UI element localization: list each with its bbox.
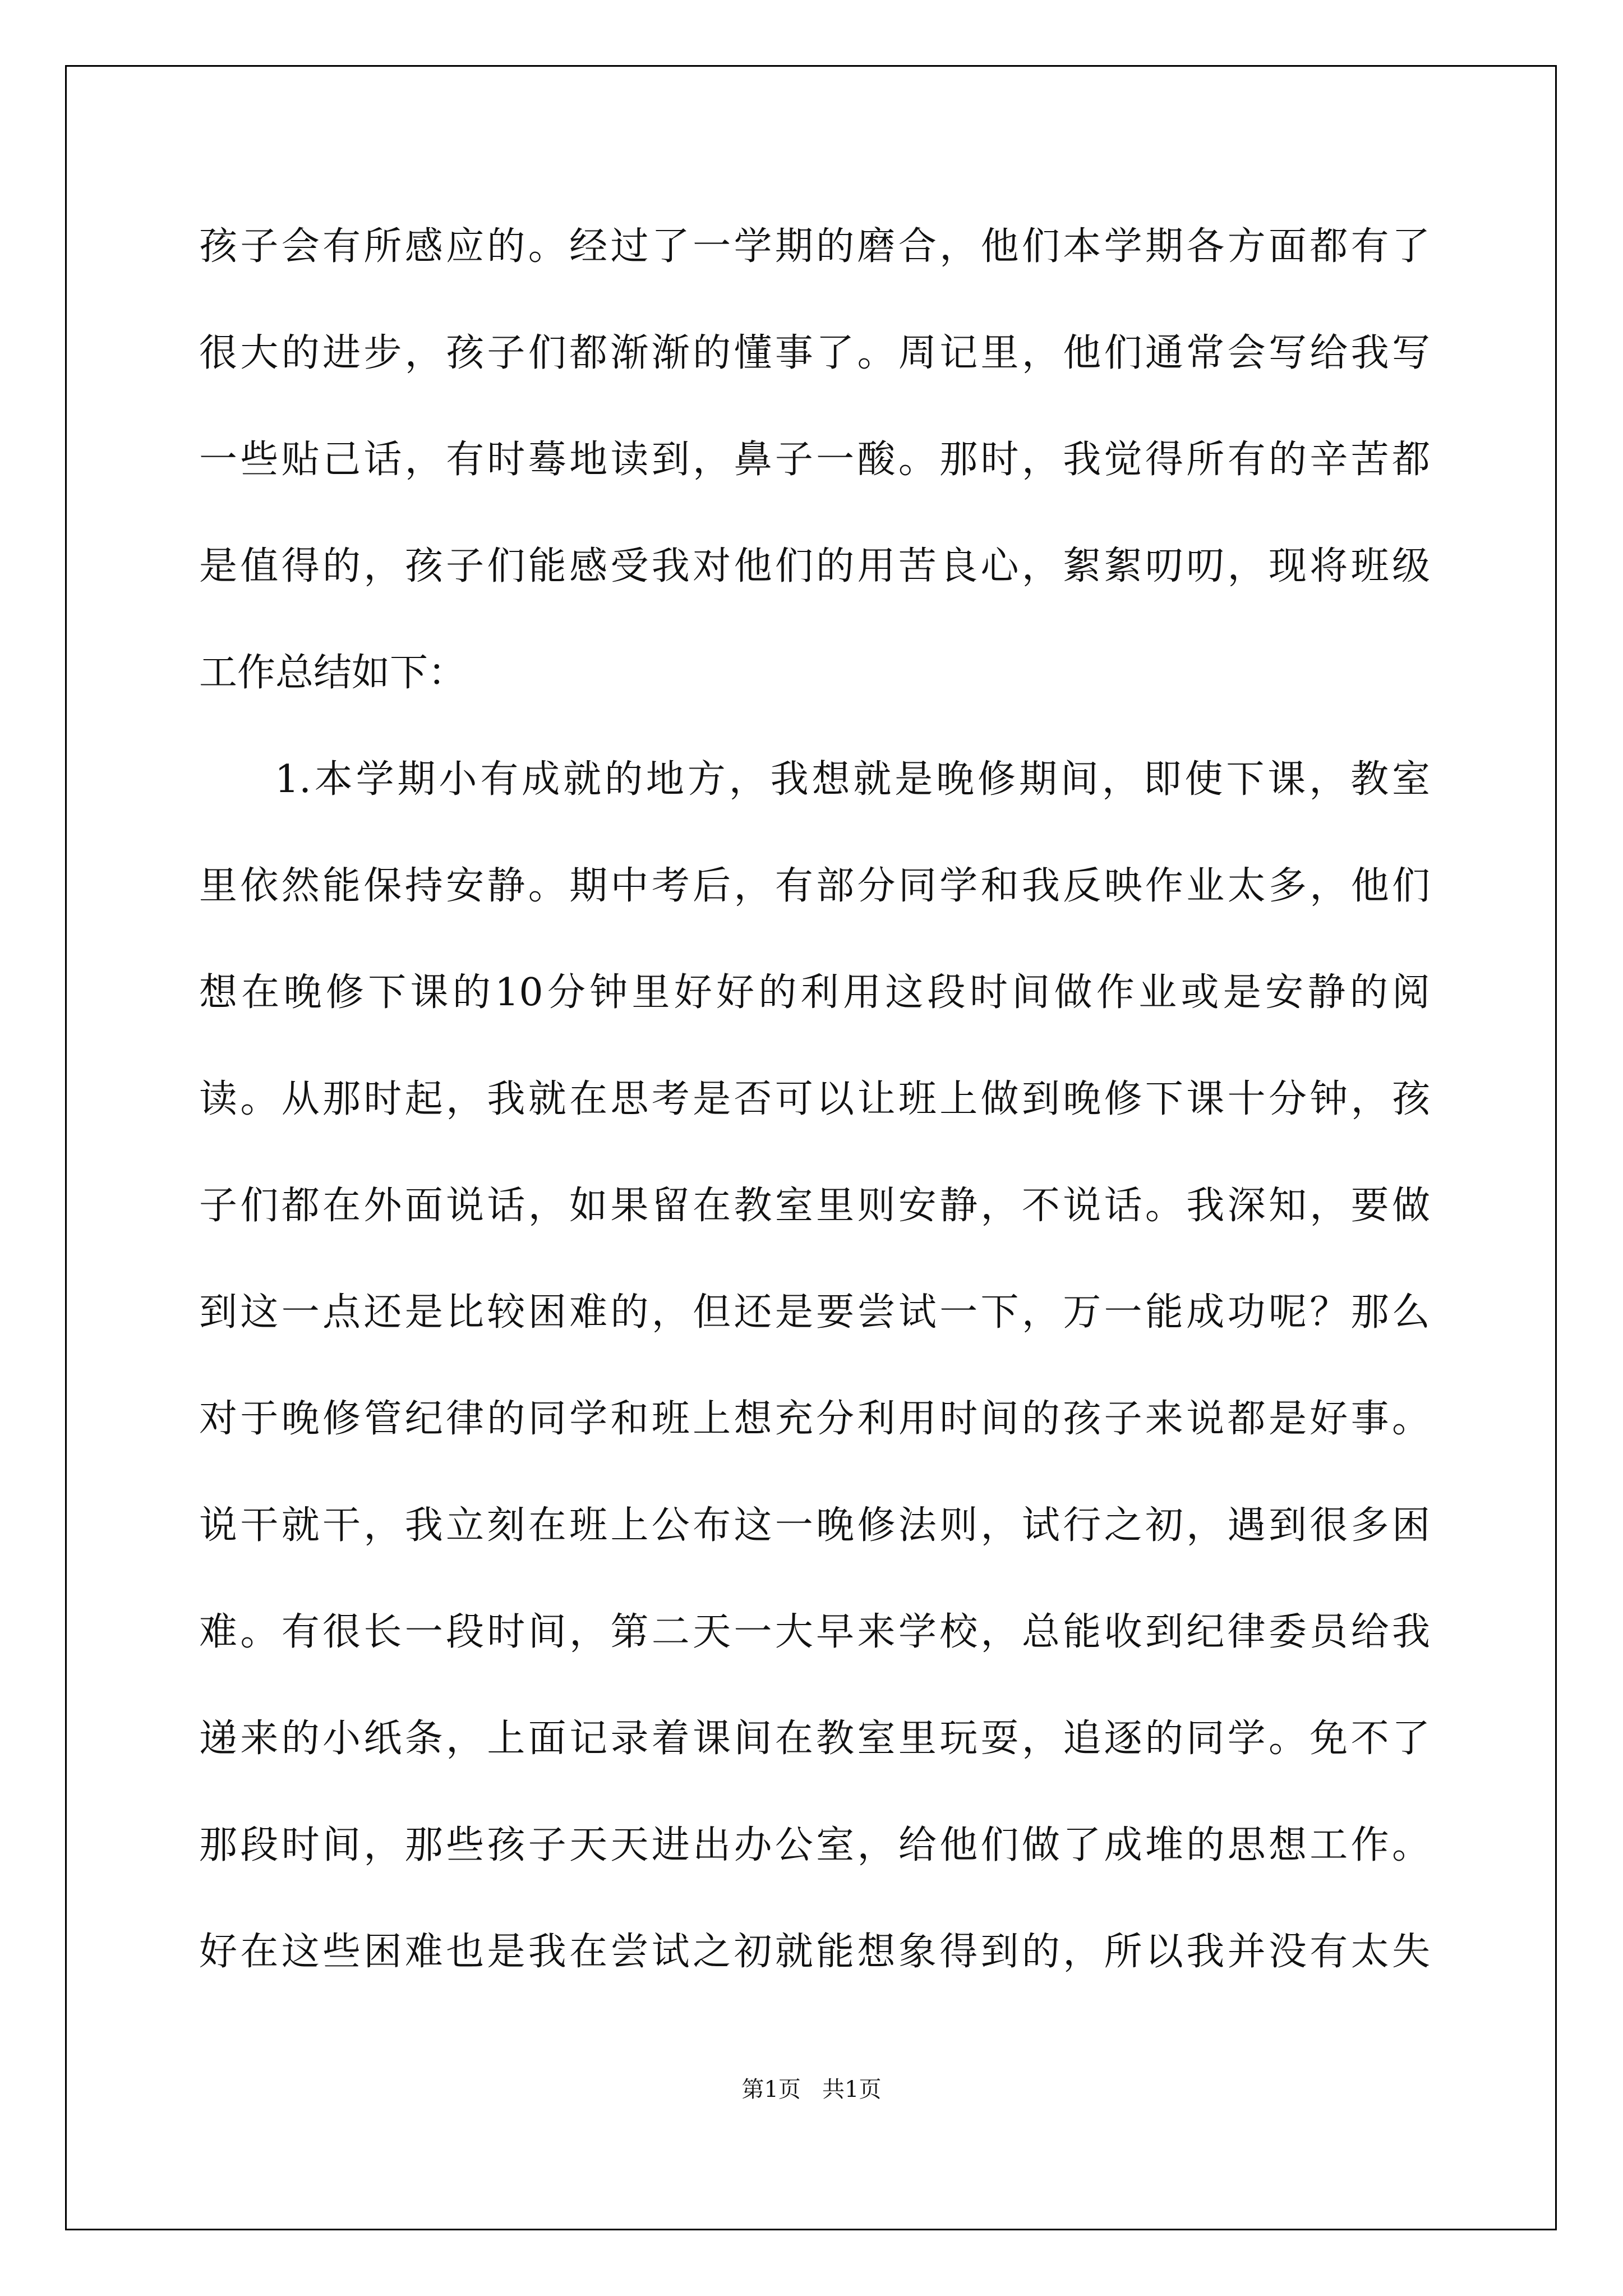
- text-line: 里依然能保持安静。期中考后，有部分同学和我反映作业太多，他们: [199, 864, 1430, 908]
- text-line: 子们都在外面说话，如果留在教室里则安静，不说话。我深知，要做: [199, 1184, 1430, 1228]
- text-line: 想在晚修下课的10分钟里好好的利用这段时间做作业或是安静的阅: [199, 970, 1430, 1015]
- paragraph-first-line: 1.本学期小有成就的地方，我想就是晚修期间，即使下课，教室: [275, 757, 1430, 802]
- page-border: [65, 65, 1557, 2230]
- text-line: 是值得的，孩子们能感受我对他们的用苦良心，絮絮叨叨，现将班级: [199, 544, 1430, 588]
- text-line: 对于晚修管纪律的同学和班上想充分利用时间的孩子来说都是好事。: [199, 1397, 1430, 1441]
- text-line: 好在这些困难也是我在尝试之初就能想象得到的，所以我并没有太失: [199, 1930, 1430, 1974]
- text-line: 到这一点还是比较困难的，但还是要尝试一下，万一能成功呢？那么: [199, 1290, 1430, 1335]
- text-line: 孩子会有所感应的。经过了一学期的磨合，他们本学期各方面都有了: [199, 224, 1430, 269]
- page-footer: 第1页 共1页: [741, 2077, 882, 2102]
- text-line: 一些贴己话，有时蓦地读到，鼻子一酸。那时，我觉得所有的辛苦都: [199, 438, 1430, 482]
- text-line: 难。有很长一段时间，第二天一大早来学校，总能收到纪律委员给我: [199, 1610, 1430, 1654]
- text-line: 读。从那时起，我就在思考是否可以让班上做到晚修下课十分钟，孩: [199, 1077, 1430, 1121]
- text-line: 很大的进步，孩子们都渐渐的懂事了。周记里，他们通常会写给我写: [199, 331, 1430, 375]
- text-line: 那段时间，那些孩子天天进出办公室，给他们做了成堆的思想工作。: [199, 1823, 1430, 1867]
- text-line: 工作总结如下：: [199, 651, 467, 695]
- text-line: 递来的小纸条，上面记录着课间在教室里玩耍，追逐的同学。免不了: [199, 1717, 1430, 1761]
- text-line: 说干就干，我立刻在班上公布这一晚修法则，试行之初，遇到很多困: [199, 1503, 1430, 1548]
